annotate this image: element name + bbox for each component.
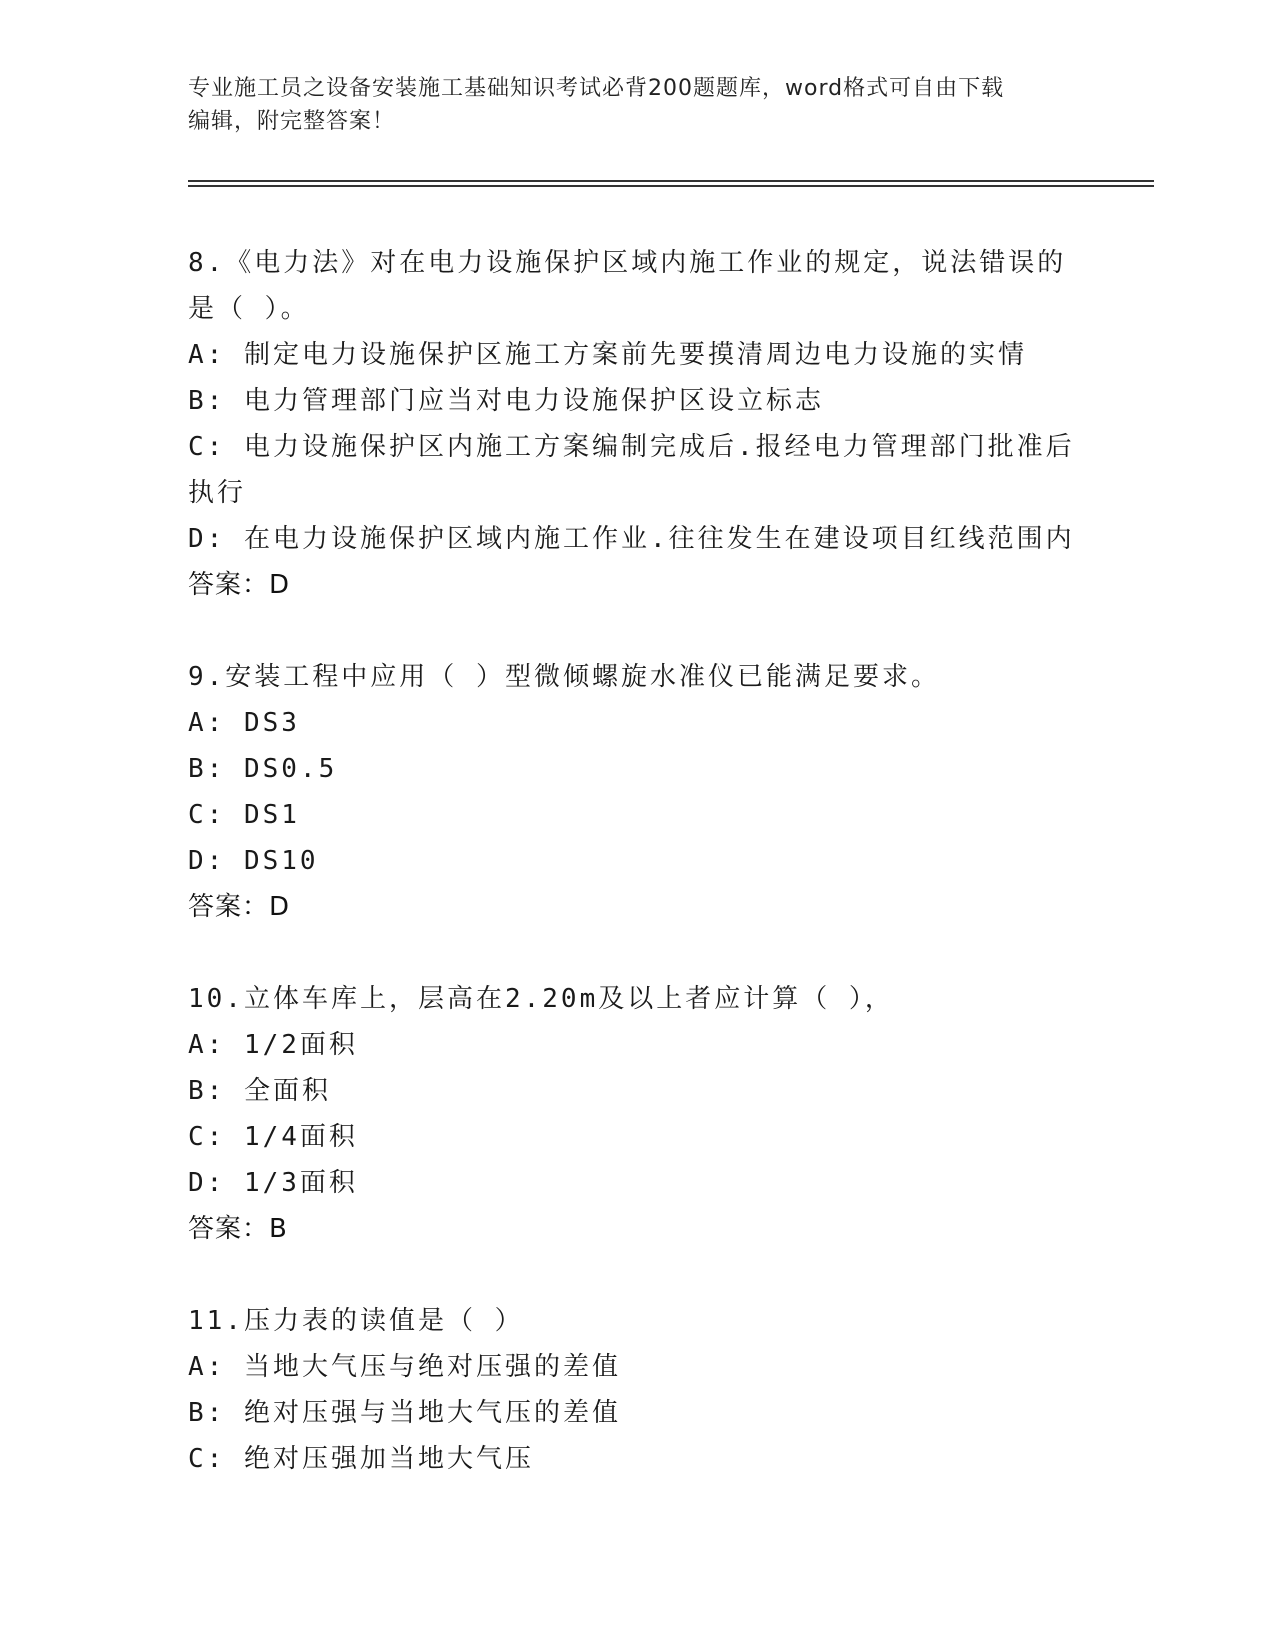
question-stem: 是（ ）。 xyxy=(188,294,310,324)
document-header xyxy=(188,72,1088,138)
header-divider-top xyxy=(188,180,1154,182)
answer-option: B: DS0.5 xyxy=(188,754,338,784)
answer-option: B: 全面积 xyxy=(188,1076,331,1106)
correct-answer: 答案：D xyxy=(188,892,291,922)
question-list xyxy=(188,240,1088,1528)
answer-option: D: 在电力设施保护区域内施工作业.往往发生在建设项目红线范围内 xyxy=(188,524,1075,554)
answer-option: B: 绝对压强与当地大气压的差值 xyxy=(188,1398,621,1428)
answer-option: A: DS3 xyxy=(188,708,300,738)
header-line-2: 编辑，附完整答案！ xyxy=(188,109,396,134)
header-line-1: 专业施工员之设备安装施工基础知识考试必背200题题库，word格式可自由下载 xyxy=(188,76,1005,101)
question-stem: 10.立体车库上，层高在2.20m及以上者应计算（ ）， xyxy=(188,984,894,1014)
question-block xyxy=(188,1298,1088,1482)
question-stem: 11.压力表的读值是（ ） xyxy=(188,1306,524,1336)
question-stem: 8.《电力法》对在电力设施保护区域内施工作业的规定，说法错误的 xyxy=(188,248,1067,278)
answer-option: C: 绝对压强加当地大气压 xyxy=(188,1444,534,1474)
answer-option: A: 1/2面积 xyxy=(188,1030,358,1060)
answer-option: C: DS1 xyxy=(188,800,300,830)
answer-option: C: 电力设施保护区内施工方案编制完成后.报经电力管理部门批准后 xyxy=(188,432,1075,462)
correct-answer: 答案：B xyxy=(188,1214,288,1244)
answer-option: A: 当地大气压与绝对压强的差值 xyxy=(188,1352,621,1382)
answer-option: B: 电力管理部门应当对电力设施保护区设立标志 xyxy=(188,386,824,416)
question-block xyxy=(188,654,1088,930)
question-block xyxy=(188,240,1088,608)
correct-answer: 答案：D xyxy=(188,570,291,600)
answer-option: D: 1/3面积 xyxy=(188,1168,358,1198)
header-divider-bottom xyxy=(188,185,1154,187)
answer-option: 执行 xyxy=(188,478,247,508)
question-stem: 9.安装工程中应用（ ）型微倾螺旋水准仪已能满足要求。 xyxy=(188,662,940,692)
question-block xyxy=(188,976,1088,1252)
answer-option: A: 制定电力设施保护区施工方案前先要摸清周边电力设施的实情 xyxy=(188,340,1027,370)
answer-option: C: 1/4面积 xyxy=(188,1122,358,1152)
answer-option: D: DS10 xyxy=(188,846,319,876)
